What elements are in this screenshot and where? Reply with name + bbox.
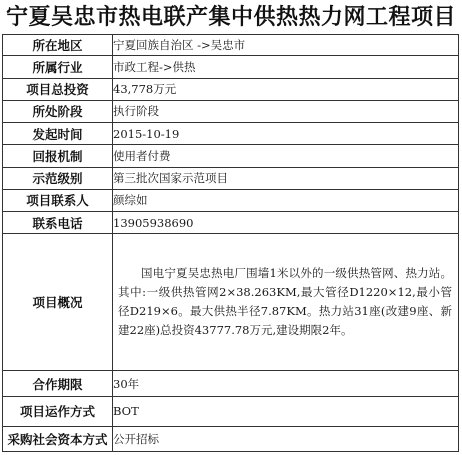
label-phone: 联系电话	[3, 212, 113, 234]
table-row-region	[3, 35, 459, 56]
table-row-procurement-method	[3, 426, 459, 451]
value-phone: 13905938690	[113, 212, 459, 234]
table-row-contact	[3, 189, 459, 211]
label-demo-level: 示范级别	[3, 167, 113, 189]
value-stage: 执行阶段	[113, 100, 459, 122]
label-cooperation-period: 合作期限	[3, 371, 113, 397]
value-industry: 市政工程->供热	[113, 56, 459, 78]
overview-text: 国电宁夏吴忠热电厂围墙1米以外的一级供热管网、热力站。其中:一级供热管网2×38.263KM,最大管径D1220×12,最小管径D219×6。最大供热半径7.87KM。热力站31座(改建9座、新建22座)总投资43777.78万元,建设期限2年。	[118, 266, 452, 338]
value-procurement-method: 公开招标	[113, 426, 459, 451]
table-row-start-date	[3, 123, 459, 145]
project-info-table	[2, 34, 459, 452]
label-return-mechanism: 回报机制	[3, 145, 113, 167]
value-operation-mode: BOT	[113, 397, 459, 426]
label-region: 所在地区	[3, 35, 113, 56]
table-row-investment	[3, 78, 459, 100]
value-cooperation-period: 30年	[113, 371, 459, 397]
label-investment: 项目总投资	[3, 78, 113, 100]
table-row-overview	[3, 234, 459, 371]
label-stage: 所处阶段	[3, 100, 113, 122]
value-region: 宁夏回族自治区 ->吴忠市	[113, 35, 459, 56]
value-demo-level: 第三批次国家示范项目	[113, 167, 459, 189]
table-row-return-mechanism	[3, 145, 459, 167]
table-row-cooperation-period	[3, 371, 459, 397]
label-procurement-method: 采购社会资本方式	[3, 426, 113, 451]
value-contact: 颜综如	[113, 189, 459, 211]
value-start-date: 2015-10-19	[113, 123, 459, 145]
table-row-phone	[3, 212, 459, 234]
page-title: 宁夏吴忠市热电联产集中供热热力网工程项目	[5, 4, 456, 30]
label-industry: 所属行业	[3, 56, 113, 78]
value-return-mechanism: 使用者付费	[113, 145, 459, 167]
table-row-industry	[3, 56, 459, 78]
label-start-date: 发起时间	[3, 123, 113, 145]
table-row-demo-level	[3, 167, 459, 189]
value-overview	[113, 234, 459, 371]
label-operation-mode: 项目运作方式	[3, 397, 113, 426]
table-row-operation-mode	[3, 397, 459, 426]
label-overview: 项目概况	[3, 234, 113, 371]
value-investment: 43,778万元	[113, 78, 459, 100]
table-row-stage	[3, 100, 459, 122]
label-contact: 项目联系人	[3, 189, 113, 211]
